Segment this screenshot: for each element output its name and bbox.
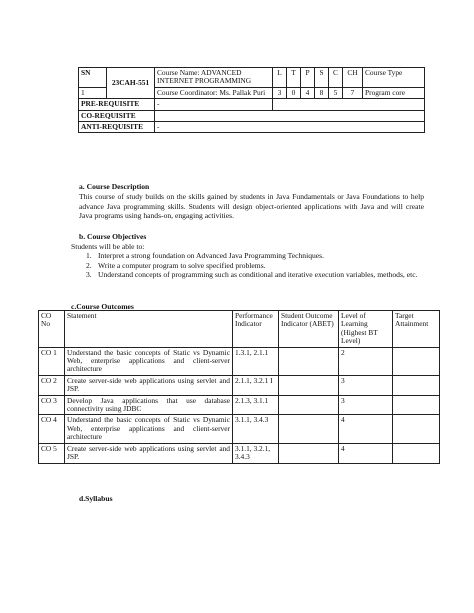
co-student-outcome [279, 443, 339, 463]
co-performance-indicator: 3.1.1, 3.4.3 [233, 415, 279, 443]
objective-number: 2. [86, 260, 92, 270]
objective-text: Understand concepts of programming such as conditional and iterative execution variables, methods, etc. [98, 270, 418, 280]
table-row [39, 415, 440, 443]
co-performance-indicator: 3.1.1, 3.2.1, 3.4.3 [233, 443, 279, 463]
co-student-outcome [279, 375, 339, 395]
ltpsc-label-t: T [287, 68, 301, 88]
co-statement: Understand the basic concepts of Static vs Dynamic Web, enterprise applications and client-server architecture [65, 415, 233, 443]
corequisite-row [79, 110, 425, 121]
sn-label: SN [79, 68, 107, 88]
ltpsc-value-t: 0 [287, 87, 301, 98]
ltpsc-label-s: S [315, 68, 329, 88]
ltpsc-value-ch: 7 [343, 87, 363, 98]
course-name: Course Name: ADVANCED INTERNET PROGRAMMING [155, 68, 273, 88]
co-number: CO 4 [39, 415, 65, 443]
syllabus-heading: d.Syllabus [79, 494, 113, 503]
objective-item [86, 270, 422, 280]
ltpsc-label-l: L [273, 68, 287, 88]
course-code: 23CAH-551 [107, 68, 155, 99]
objective-item [86, 251, 422, 261]
course-description-heading: a. Course Description [79, 182, 150, 191]
header-level-of-learning: Level of Learning (Highest BT Level) [339, 311, 393, 348]
prerequisite-value: - [155, 99, 273, 110]
header-target-attainment: Target Attainment [393, 311, 440, 348]
co-target [393, 347, 440, 375]
objective-text: Write a computer program to solve specified problems. [98, 260, 266, 270]
co-target [393, 443, 440, 463]
co-level: 4 [339, 443, 393, 463]
co-statement: Understand the basic concepts of Static vs Dynamic Web, enterprise applications and client-server architecture [65, 347, 233, 375]
co-level: 3 [339, 395, 393, 415]
co-statement: Create server-side web applications using servlet and JSP. [65, 443, 233, 463]
sn-value: 1 [79, 87, 107, 98]
co-student-outcome [279, 347, 339, 375]
co-number: CO 1 [39, 347, 65, 375]
co-level: 2 [339, 347, 393, 375]
prerequisite-extra [273, 99, 425, 110]
course-coordinator: Course Coordinator: Ms. Pallak Puri [155, 87, 273, 98]
outcomes-header-row [39, 311, 440, 348]
antirequisite-row [79, 122, 425, 133]
table-row [39, 375, 440, 395]
co-number: CO 5 [39, 443, 65, 463]
header-performance-indicator: Performance Indicator [233, 311, 279, 348]
co-performance-indicator: 1.3.1, 2.1.1 [233, 347, 279, 375]
course-info-table [78, 67, 425, 133]
ltpsc-label-c: C [329, 68, 343, 88]
corequisite-label: CO-REQUISITE [79, 110, 155, 121]
objectives-list [86, 251, 422, 280]
objective-number: 1. [86, 251, 92, 260]
objective-text: Interpret a strong foundation on Advanced Java Programming Techniques. [98, 251, 325, 260]
prerequisite-row [79, 99, 425, 110]
antirequisite-label: ANTI-REQUISITE [79, 122, 155, 133]
objective-item [86, 261, 422, 271]
course-type-value: Program core [363, 87, 425, 98]
co-level: 3 [339, 375, 393, 395]
corequisite-value [155, 110, 425, 121]
ltpsc-label-p: P [301, 68, 315, 88]
objectives-intro: Students will be able to: [71, 242, 145, 251]
co-target [393, 375, 440, 395]
header-statement: Statement [65, 311, 233, 348]
co-number: CO 2 [39, 375, 65, 395]
co-level: 4 [339, 415, 393, 443]
co-statement: Develop Java applications that use database connectivity using JDBC [65, 395, 233, 415]
header-co-no: CO No [39, 311, 65, 348]
ltpsc-value-s: 8 [315, 87, 329, 98]
co-student-outcome [279, 395, 339, 415]
co-target [393, 395, 440, 415]
header-student-outcome: Student Outcome Indicator (ABET) [279, 311, 339, 348]
co-performance-indicator: 2.1.3, 3.1.1 [233, 395, 279, 415]
objective-number: 3. [86, 270, 92, 280]
ltpsc-value-l: 3 [273, 87, 287, 98]
ltpsc-value-p: 4 [301, 87, 315, 98]
course-description-text: This course of study builds on the skills gained by students in Java Fundamentals or Java Foundations to help advance Java programming skills. Students will design object-oriented applications with Java and will create Java programs using hands-on, engaging activities. [79, 192, 424, 221]
table-row [39, 347, 440, 375]
table-row [39, 395, 440, 415]
co-student-outcome [279, 415, 339, 443]
co-statement: Create server-side web applications using servlet and JSP. [65, 375, 233, 395]
course-header-row [79, 68, 425, 88]
co-target [393, 415, 440, 443]
co-performance-indicator: 2.1.1, 3.2.1 I [233, 375, 279, 395]
course-outcomes-heading: c.Course Outcomes [71, 302, 134, 311]
prerequisite-label: PRE-REQUISITE [79, 99, 155, 110]
course-outcomes-table [38, 310, 440, 464]
antirequisite-value: - [155, 122, 425, 133]
ltpsc-value-c: 5 [329, 87, 343, 98]
course-type-label: Course Type [363, 68, 425, 88]
table-row [39, 443, 440, 463]
course-objectives-heading: b. Course Objectives [79, 232, 147, 241]
co-number: CO 3 [39, 395, 65, 415]
ltpsc-label-ch: CH [343, 68, 363, 88]
